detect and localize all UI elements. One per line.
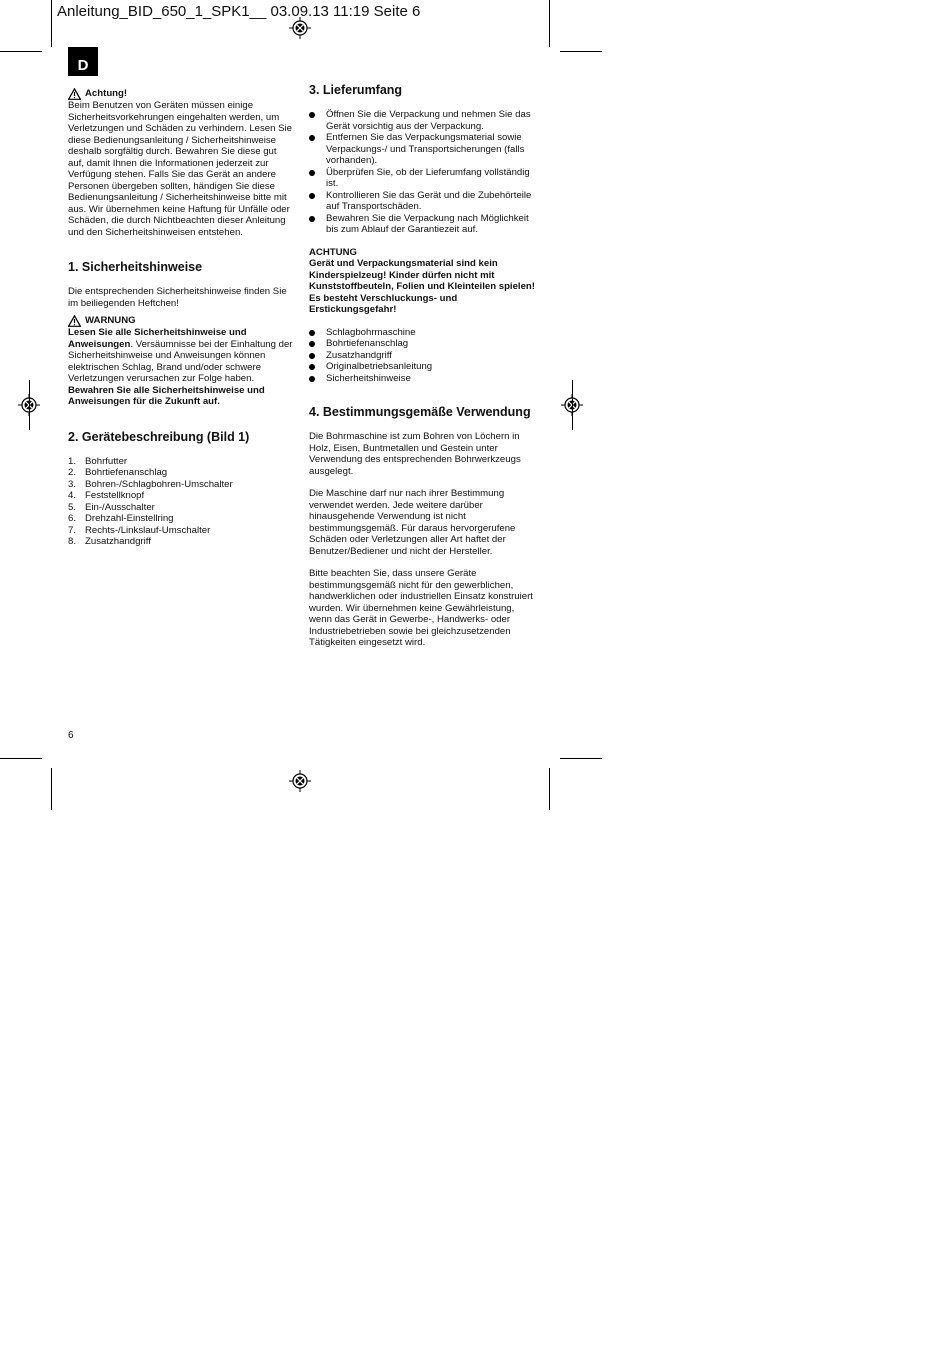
section-4-paragraph: Die Bohrmaschine ist zum Bohren von Löchern in Holz, Eisen, Buntmetallen und Gestein unter Verwendung des entsprechenden Bohrwerkzeugs ausgelegt. xyxy=(309,431,521,477)
section-4-paragraph: Bitte beachten Sie, dass unsere Geräte bestimmungsgemäß nicht für den gewerblichen, handwerklichen oder industriellen Einsatz konstruiert wurden. Wir übernehmen keine Gewährleistung, wenn das Gerät in Gewerbe-, Handwerks- oder Industriebetrieben sowie bei gleichzusetzenden Tätigkeiten eingesetzt wird. xyxy=(309,568,533,648)
warning-bold-lead: Lesen Sie alle Sicherheitshinweise und Anweisungen xyxy=(68,327,247,350)
caution-body: Beim Benutzen von Geräten müssen einige Sicherheitsvorkehrungen eingehalten werden, um Verletzungen und Schäden zu verhindern. Lesen Sie diese Bedienungsanleitung / Sicherheitshinweise deshalb sorgfältig durch. Bewahren Sie diese gut auf, damit Ihnen die Informationen jederzeit zur Verfügung stehen. Falls Sie das Gerät an andere Personen übergeben sollten, händigen Sie diese Bedienungsanleitung / Sicherheitshinweise bitte mit aus. Wir übernehmen keine Haftung für Unfälle oder Schäden, die durch Nichtbeachten dieser Anleitung und den Sicherheitshinweisen entstehen. xyxy=(68,100,293,238)
bullet-icon xyxy=(309,167,326,190)
file-header: Anleitung_BID_650_1_SPK1__ 03.09.13 11:19 Seite 6 xyxy=(57,3,421,20)
list-item xyxy=(68,536,294,548)
warning-triangle-icon xyxy=(68,315,81,327)
crop-mark xyxy=(560,51,602,52)
item-label: Bohrtiefenanschlag xyxy=(85,467,168,478)
bullet-icon xyxy=(309,338,326,350)
section-1-title: 1. Sicherheitshinweise xyxy=(68,260,203,274)
crop-mark xyxy=(51,0,52,47)
crop-mark xyxy=(0,758,42,759)
registration-mark-icon xyxy=(289,17,311,39)
bullet-icon xyxy=(309,361,326,373)
item-label: Bohrfutter xyxy=(85,455,128,467)
list-item xyxy=(309,350,536,362)
item-text: Entfernen Sie das Verpackungsmaterial sowie Verpackungs-/ und Transportsicherungen (falls vorhanden). xyxy=(326,132,525,166)
crop-mark xyxy=(549,0,550,47)
crop-mark xyxy=(560,758,602,759)
list-item xyxy=(309,167,536,190)
list-item xyxy=(309,132,536,167)
caution-title: Achtung! xyxy=(85,88,128,100)
warning-triangle-icon xyxy=(68,88,81,100)
list-item xyxy=(309,190,536,213)
item-number: 2. xyxy=(68,467,77,478)
left-column xyxy=(68,88,294,548)
list-item xyxy=(309,338,536,350)
achtung-body: Gerät und Verpackungsmaterial sind kein Kinderspielzeug! Kinder dürfen nicht mit Kunststoffbeuteln, Folien und Kleinteilen spielen! Es besteht Verschluckungs- und Erstickungsgefahr! xyxy=(309,258,535,315)
warning-title: WARNUNG xyxy=(85,315,136,327)
unpacking-list xyxy=(309,109,536,236)
item-text: Öffnen Sie die Verpackung und nehmen Sie das Gerät vorsichtig aus der Verpackung. xyxy=(326,109,531,132)
section-1-body: Die entsprechenden Sicherheitshinweise finden Sie im beiliegenden Heftchen! xyxy=(68,286,287,309)
item-text: Sicherheitshinweise xyxy=(326,372,411,384)
list-item xyxy=(68,513,294,525)
crop-mark xyxy=(549,768,550,810)
crop-mark xyxy=(0,51,42,52)
section-3-title: 3. Lieferumfang xyxy=(309,83,403,97)
achtung-title: ACHTUNG xyxy=(309,246,357,258)
item-text: Zusatzhandgriff xyxy=(326,349,392,361)
crop-mark xyxy=(29,380,30,430)
warning-heading xyxy=(68,315,294,327)
item-label: Feststellknopf xyxy=(85,490,145,501)
crop-mark xyxy=(572,380,573,430)
item-number: 6. xyxy=(68,513,77,524)
item-label: Rechts-/Linkslauf-Umschalter xyxy=(85,524,211,536)
item-number: 5. xyxy=(68,501,77,513)
bullet-icon xyxy=(309,190,326,213)
list-item xyxy=(68,525,294,537)
list-item xyxy=(68,490,294,502)
item-number: 7. xyxy=(68,524,77,536)
list-item xyxy=(309,361,536,373)
item-text: Bohrtiefenanschlag xyxy=(326,338,409,349)
item-label: Bohren-/Schlagbohren-Umschalter xyxy=(85,478,233,490)
item-text: Überprüfen Sie, ob der Lieferumfang vollständig ist. xyxy=(326,166,530,189)
section-2-title: 2. Gerätebeschreibung (Bild 1) xyxy=(68,429,250,444)
item-number: 1. xyxy=(68,455,77,467)
list-item xyxy=(309,327,536,339)
item-label: Drehzahl-Einstellring xyxy=(85,513,174,524)
item-label: Zusatzhandgriff xyxy=(85,536,151,547)
scope-of-delivery-list xyxy=(309,327,536,385)
item-text: Originalbetriebsanleitung xyxy=(326,361,433,372)
item-number: 3. xyxy=(68,478,77,490)
section-4-paragraph: Die Maschine darf nur nach ihrer Bestimmung verwendet werden. Jede weitere darüber hinausgehende Verwendung ist nicht bestimmungsgemäß. Für daraus hervorgerufene Schäden oder Verletzungen aller Art haftet der Benutzer/Bediener und nicht der Hersteller. xyxy=(309,488,516,557)
list-item xyxy=(309,373,536,385)
item-label: Ein-/Ausschalter xyxy=(85,501,155,513)
parts-list xyxy=(68,456,294,548)
warning-body xyxy=(68,327,294,385)
bullet-icon xyxy=(309,373,326,385)
warning-text: . Versäumnisse bei der Einhaltung der Sicherheitshinweise und Anweisungen können elektrischen Schlag, Brand und/oder schwere Verletzungen verursachen zur Folge haben. xyxy=(68,338,293,384)
item-text: Kontrollieren Sie das Gerät und die Zubehörteile auf Transportschäden. xyxy=(326,189,532,212)
list-item xyxy=(309,109,536,132)
bullet-icon xyxy=(309,327,326,339)
bullet-icon xyxy=(309,213,326,236)
item-text: Schlagbohrmaschine xyxy=(326,326,416,338)
item-text: Bewahren Sie die Verpackung nach Möglichkeit bis zum Ablauf der Garantiezeit auf. xyxy=(326,212,529,235)
list-item xyxy=(68,502,294,514)
list-item xyxy=(68,467,294,479)
section-4-title: 4. Bestimmungsgemäße Verwendung xyxy=(309,405,531,419)
caution-heading xyxy=(68,88,294,100)
list-item xyxy=(68,456,294,468)
list-item xyxy=(309,213,536,236)
right-column xyxy=(309,83,536,649)
warning-bold-closing: Bewahren Sie alle Sicherheitshinweise und Anweisungen für die Zukunft auf. xyxy=(68,384,265,407)
page-number: 6 xyxy=(68,730,74,741)
item-number: 4. xyxy=(68,490,77,501)
list-item xyxy=(68,479,294,491)
bullet-icon xyxy=(309,350,326,362)
bullet-icon xyxy=(309,109,326,132)
bullet-icon xyxy=(309,132,326,167)
registration-mark-icon xyxy=(289,770,311,792)
language-tab: D xyxy=(68,47,98,76)
crop-mark xyxy=(51,768,52,810)
item-number: 8. xyxy=(68,536,77,547)
